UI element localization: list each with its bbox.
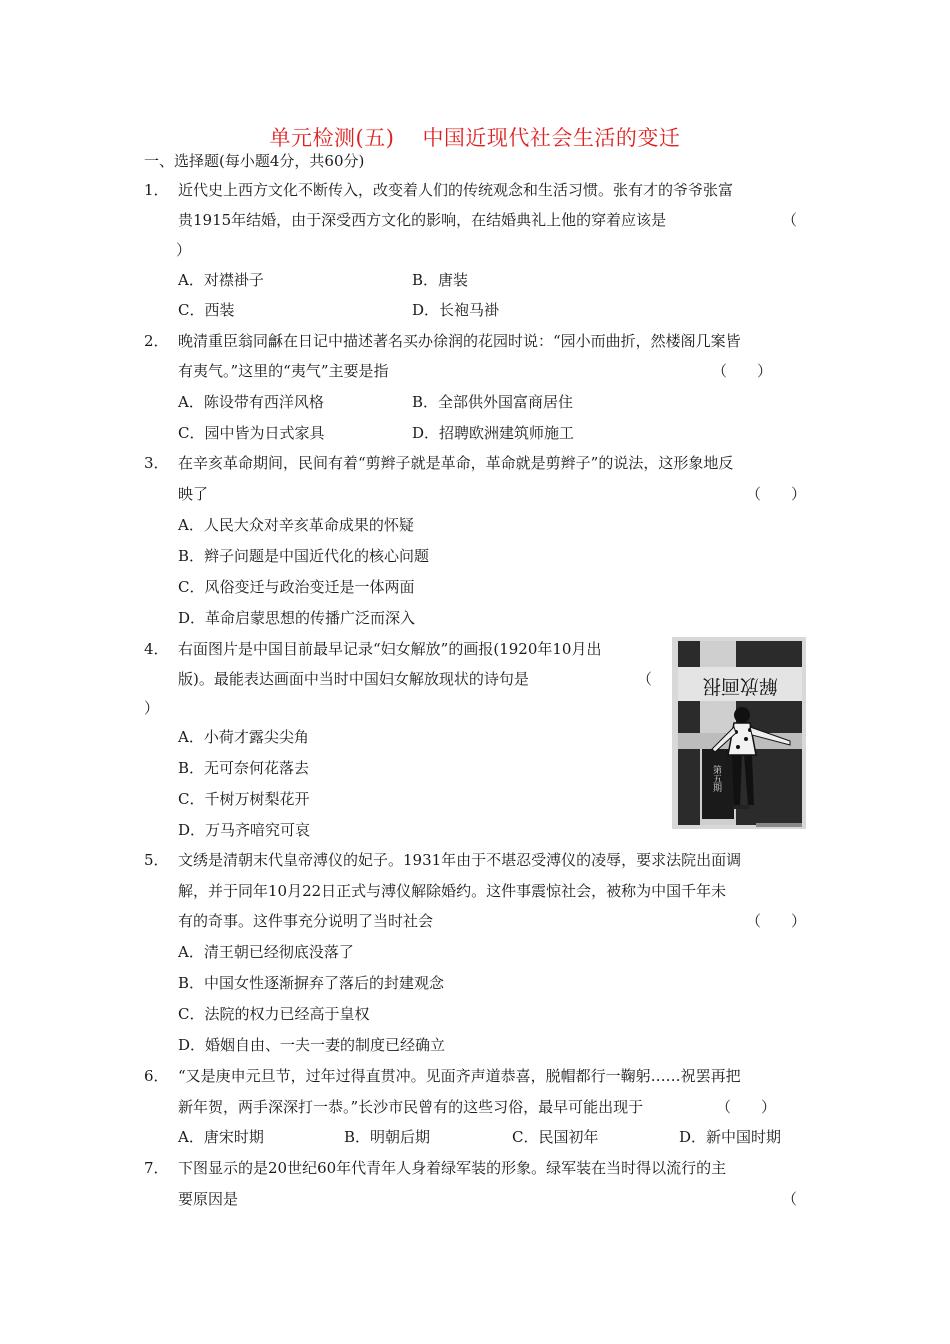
answer-paren: （ ） (712, 362, 773, 380)
question-number: 1． (144, 181, 169, 199)
question-stem-line: 要原因是 (178, 1190, 239, 1208)
option-d: D．招聘欧洲建筑师施工 (412, 424, 575, 442)
cover-issue-text: 第五期 (711, 765, 721, 792)
cover-illustration (672, 637, 806, 829)
option-b: B．中国女性逐渐摒弃了落后的封建观念 (178, 974, 445, 992)
option-a: A．人民大众对辛亥革命成果的怀疑 (178, 516, 414, 534)
question-number: 2． (144, 332, 169, 350)
question-number: 4． (144, 640, 169, 658)
question-stem-line: 有的奇事。这件事充分说明了当时社会 (178, 912, 434, 930)
answer-paren-close: ） (144, 699, 160, 717)
option-a: A．对襟褂子 (178, 271, 264, 289)
option-c: C．风俗变迁与政治变迁是一体两面 (178, 578, 415, 596)
question-number: 7． (144, 1159, 169, 1177)
question-stem-line: 贵1915年结婚，由于深受西方文化的影响，在结婚典礼上他的穿着应该是 (178, 211, 667, 229)
answer-paren-close: ） (176, 241, 192, 259)
option-a: A．清王朝已经彻底没落了 (178, 943, 354, 961)
question-number: 6． (144, 1067, 169, 1085)
answer-paren-open: （ (782, 211, 798, 229)
section-heading: 一、选择题(每小题4分，共60分) (144, 152, 365, 170)
answer-paren: （ ） (746, 485, 807, 503)
option-b: B．全部供外国富商居住 (412, 393, 574, 411)
option-c: C．法院的权力已经高于皇权 (178, 1005, 370, 1023)
option-b: B．唐装 (412, 271, 469, 289)
question-stem-line: 晚清重臣翁同龢在日记中描述著名买办徐润的花园时说：“园小而曲折，然楼阁几案皆 (178, 332, 741, 350)
option-a: A．小荷才露尖尖角 (178, 728, 309, 746)
question-stem-line: 有夷气。”这里的“夷气”主要是指 (178, 362, 389, 380)
question-stem-line: 右面图片是中国目前最早记录“妇女解放”的画报(1920年10月出 (178, 640, 602, 658)
question-number: 3． (144, 454, 169, 472)
question-stem-line: “又是庚申元旦节，过年过得直贯冲。见面齐声道恭喜，脱帽都行一鞠躬……祝罢再把 (178, 1067, 741, 1085)
option-c: C．西装 (178, 301, 235, 319)
cover-banner-text: 解放画报 (701, 675, 779, 697)
option-c: C．园中皆为日式家具 (178, 424, 325, 442)
option-d: D．新中国时期 (679, 1128, 782, 1146)
question-stem-line: 下图显示的是20世纪60年代青年人身着绿军装的形象。绿军装在当时得以流行的主 (178, 1159, 727, 1177)
question-stem-line: 在辛亥革命期间，民间有着“剪辫子就是革命，革命就是剪辫子”的说法，这形象地反 (178, 454, 734, 472)
answer-paren: （ ） (746, 912, 807, 930)
pictorial-cover-image (672, 637, 806, 829)
question-stem-line: 新年贺，两手深深打一恭。”长沙市民曾有的这些习俗，最早可能出现于 (178, 1098, 644, 1116)
option-c: C．民国初年 (512, 1128, 599, 1146)
question-stem-line: 文绣是清朝末代皇帝溥仪的妃子。1931年由于不堪忍受溥仪的凌辱，要求法院出面调 (178, 851, 742, 869)
title-left: 单元检测(五) (269, 126, 395, 150)
answer-paren-open: （ (782, 1190, 798, 1208)
answer-paren-open: （ (637, 670, 653, 688)
option-b: B．无可奈何花落去 (178, 759, 310, 777)
question-stem-line: 映了 (178, 485, 209, 503)
option-a: A．陈设带有西洋风格 (178, 393, 324, 411)
question-stem-line: 解，并于同年10月22日正式与溥仪解除婚约。这件事震惊社会，被称为中国千年未 (178, 882, 727, 900)
option-b: B．明朝后期 (344, 1128, 431, 1146)
option-d: D．长袍马褂 (412, 301, 500, 319)
option-d: D．万马齐喑究可哀 (178, 821, 311, 839)
question-stem-line: 近代史上西方文化不断传入，改变着人们的传统观念和生活习惯。张有才的爷爷张富 (178, 181, 734, 199)
page-title (0, 122, 950, 152)
option-d: D．婚姻自由、一夫一妻的制度已经确立 (178, 1036, 446, 1054)
option-a: A．唐宋时期 (178, 1128, 264, 1146)
question-number: 5． (144, 851, 169, 869)
option-d: D．革命启蒙思想的传播广泛而深入 (178, 609, 416, 627)
title-right: 中国近现代社会生活的变迁 (422, 126, 681, 150)
option-c: C．千树万树梨花开 (178, 790, 310, 808)
option-b: B．辫子问题是中国近代化的核心问题 (178, 547, 430, 565)
answer-paren: （ ） (716, 1098, 777, 1116)
question-stem-line: 版)。最能表达画面中当时中国妇女解放现状的诗句是 (178, 670, 529, 688)
